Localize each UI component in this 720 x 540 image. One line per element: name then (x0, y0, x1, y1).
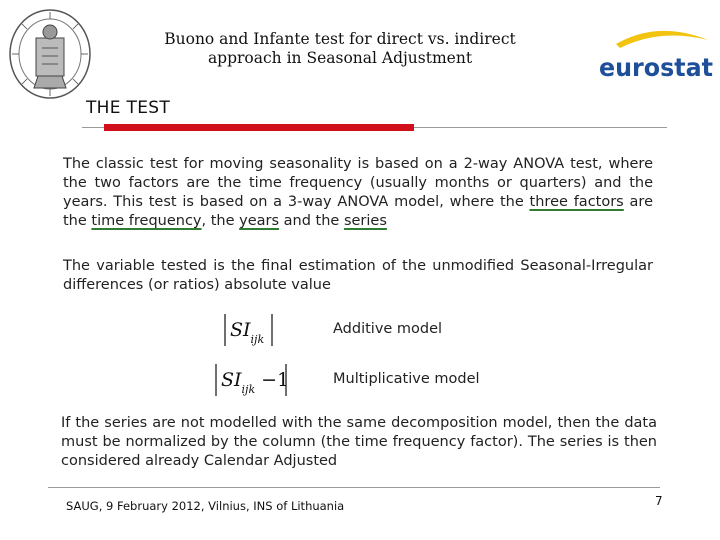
formula2-main: SI (221, 369, 242, 391)
paragraph1-text-2: are the (63, 194, 653, 229)
underlined-time-frequency: time frequency (91, 213, 202, 229)
paragraph-normalization-note: If the series are not modelled with the same decomposition model, then the data must be normalized by the column (the time frequency factor). The series is then considered already Calendar Adjusted (61, 415, 657, 469)
eurostat-logo-text: eurostat (599, 53, 714, 82)
label-additive-model: Additive model (333, 321, 443, 337)
paragraph-classic-test (63, 155, 653, 231)
formula2-subscript: ijk (241, 383, 256, 396)
formula1-subscript: ijk (250, 333, 265, 346)
footer-divider (48, 487, 660, 488)
section-title: THE TEST (86, 98, 171, 118)
header-title-line-2: approach in Seasonal Adjustment (207, 49, 473, 67)
footer-text: SAUG, 9 February 2012, Vilnius, INS of Lithuania (66, 499, 345, 513)
formula1-main: SI (230, 319, 251, 341)
paragraph1-text-3: , the (201, 213, 240, 229)
underlined-series: series (343, 213, 387, 229)
header-title-line-1: Buono and Infante test for direct vs. indirect (164, 30, 516, 48)
page-number: 7 (655, 494, 663, 508)
formula2-suffix: −1 (255, 369, 290, 391)
paragraph-variable-tested: The variable tested is the final estimation of the unmodified Seasonal-Irregular differences (or ratios) absolute value (63, 258, 653, 293)
formula-additive (222, 312, 278, 348)
title-divider (82, 124, 667, 131)
formula-multiplicative (210, 362, 290, 398)
slide-header-title (130, 30, 550, 68)
svg-text:SIijk −1 (221, 369, 289, 396)
divider-red-bar (104, 124, 414, 131)
underlined-years: years (239, 213, 280, 229)
svg-text:SIijk (230, 319, 264, 346)
paragraph1-text-1: The classic test for moving seasonality is based on a 2-way ANOVA test, where the two factors are the time frequency (usually months or quarters) and the years. This test is based on a 3-way ANOVA model, where the (63, 156, 653, 210)
eurostat-logo (598, 26, 716, 84)
university-seal-logo (8, 8, 92, 100)
underlined-three-factors: three factors (529, 194, 624, 210)
label-multiplicative-model: Multiplicative model (333, 371, 480, 387)
paragraph1-text-4: and the (279, 213, 344, 229)
